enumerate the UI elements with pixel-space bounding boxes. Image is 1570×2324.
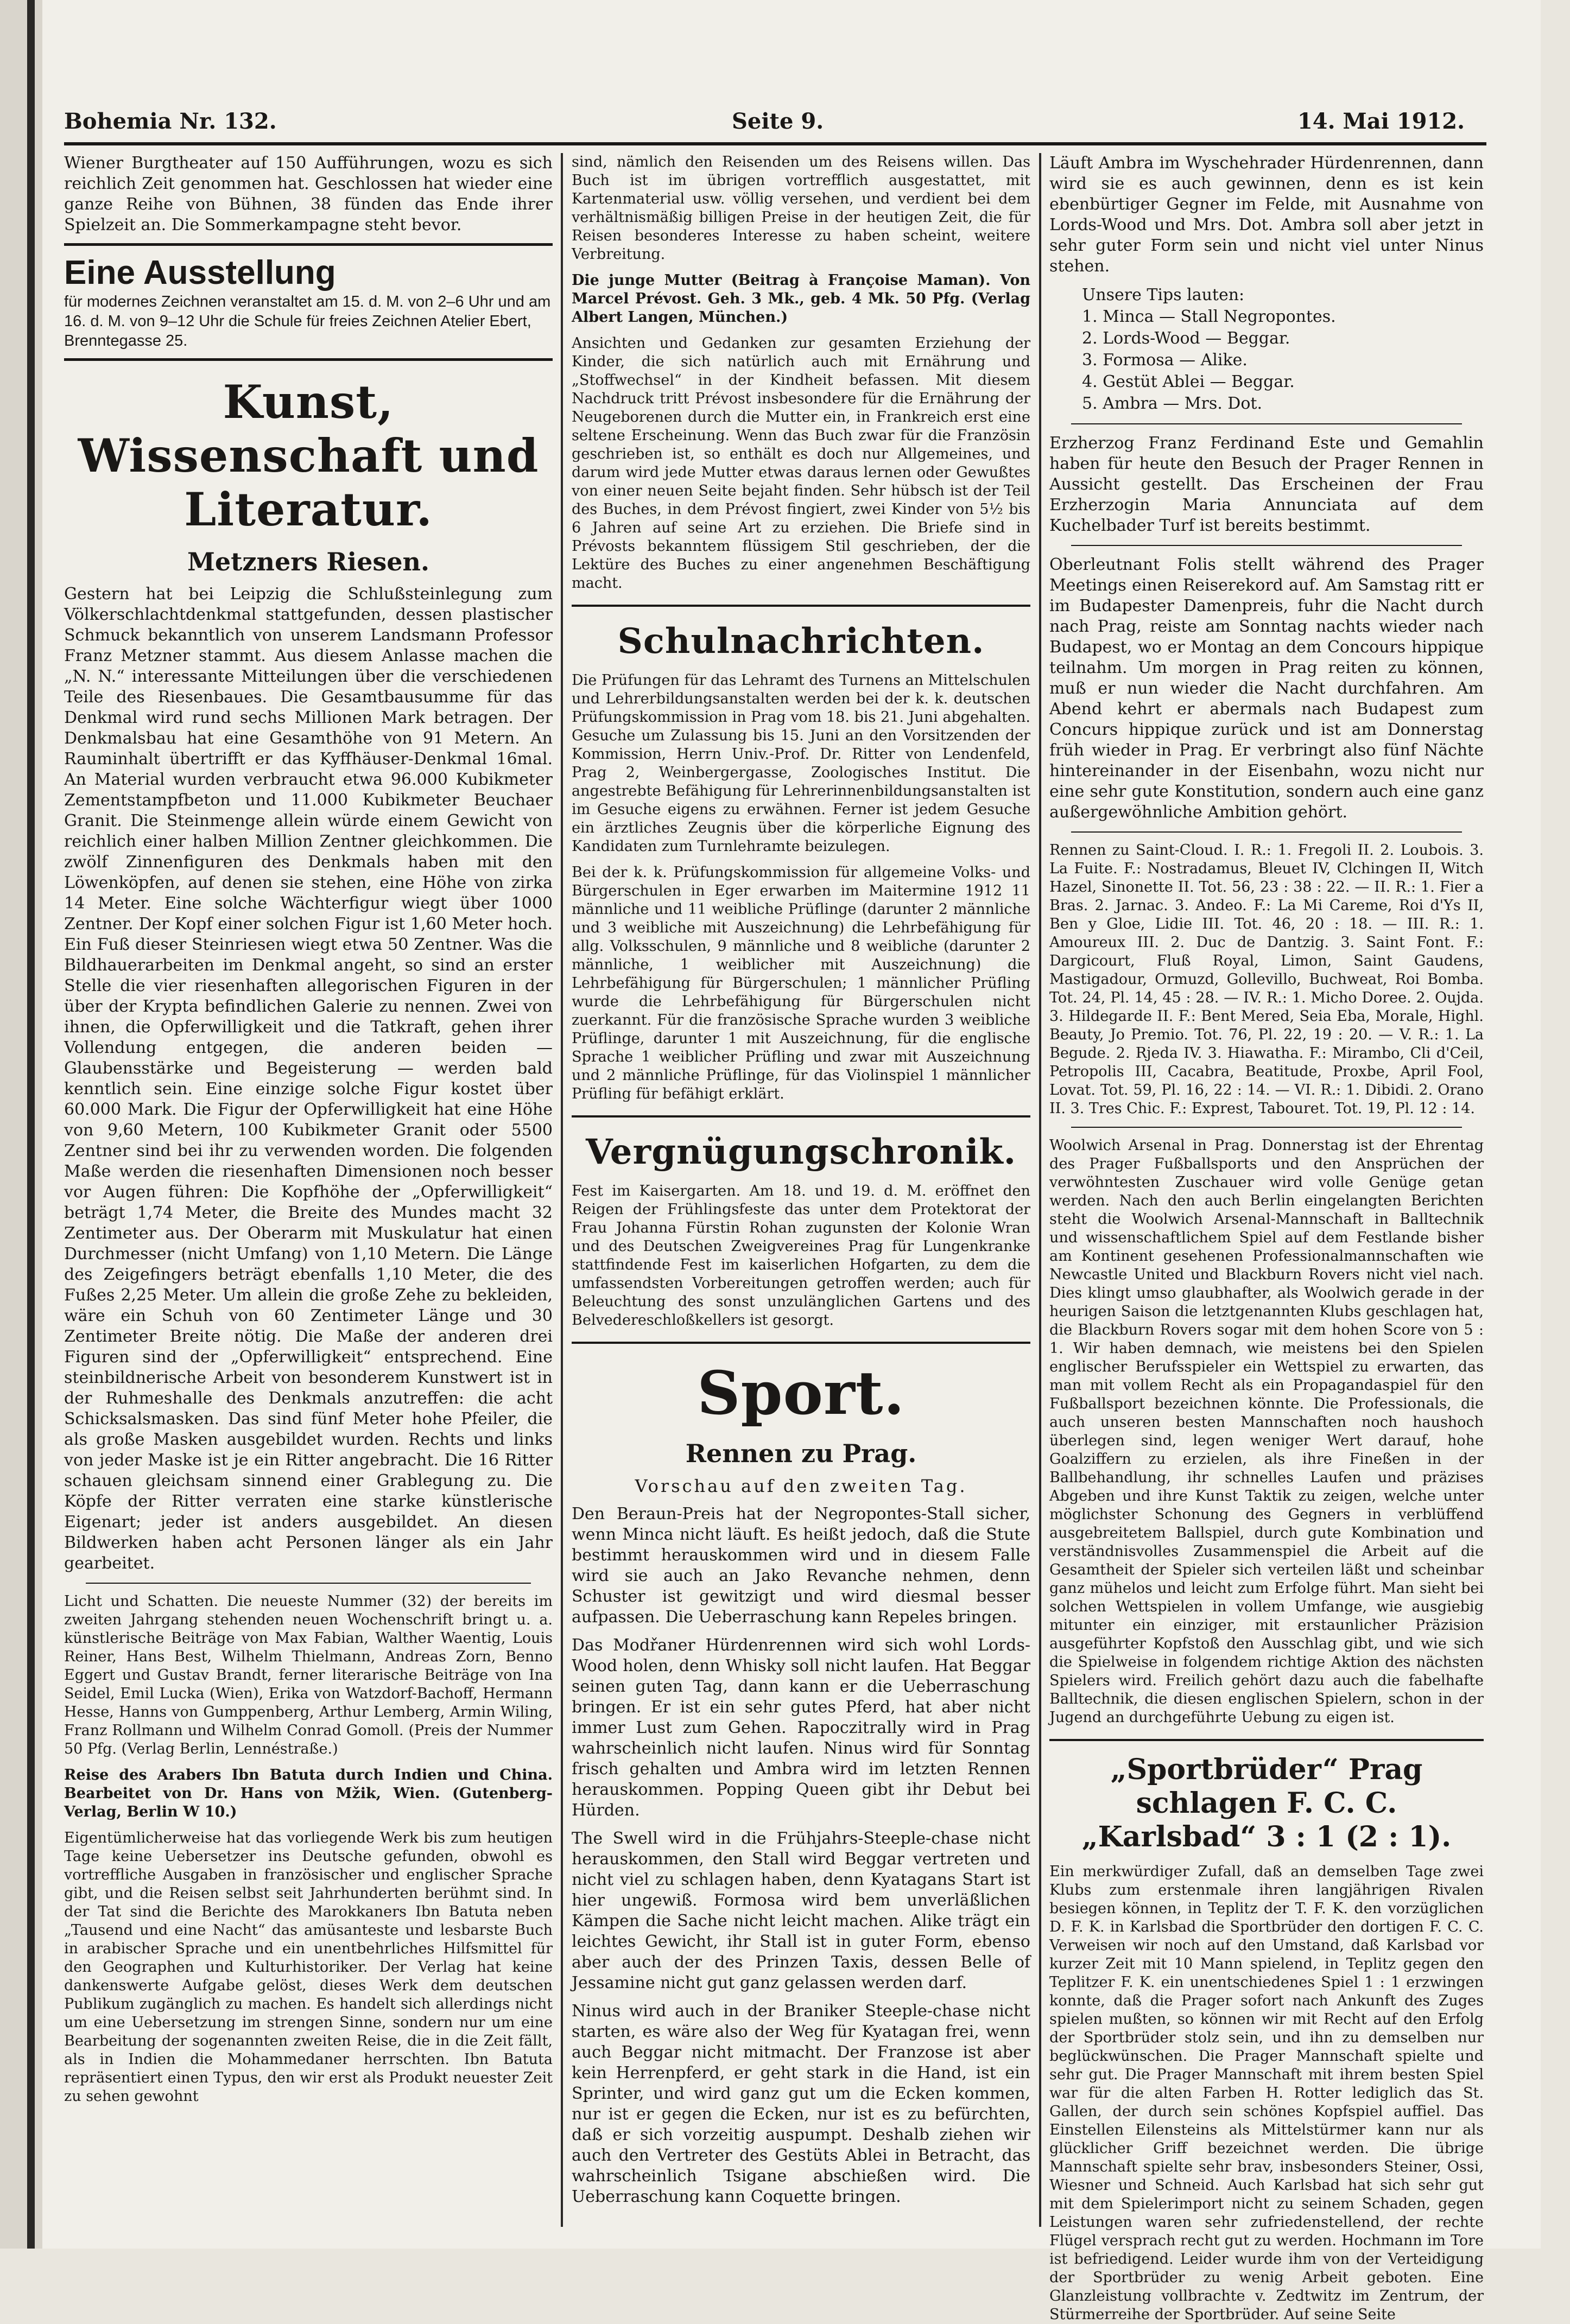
paragraph: Wiener Burgtheater auf 150 Aufführungen, wozu es sich reichlich Zeit genommen hat. Geschlossen hat wieder eine ganze Reihe von Bühnen, 38 fünden das Ende ihrer Spielzeit an. Die Sommerkampagne steht bevor.	[64, 154, 553, 234]
ad-text: für modernes Zeichnen veranstaltet am 15. d. M. von 2–6 Uhr und am 16. d. M. von 9–12 Uhr die Schule für freies Zeichnen Atelier Ebert, Brenntegasse 25.	[64, 293, 551, 350]
paragraph: Ansichten und Gedanken zur gesamten Erziehung der Kinder, die sich natürlich auch mit Ernährung und „Stoffwechsel“ in der Kindheit befassen. Mit diesem Nachdruck tritt Prévost insbesondere für die Ernährung der Neugeborenen durch die Mutter ein, in Frankreich erst eine seltene Erscheinung. Wenn das Buch zwar für die Französin geschrieben ist, so enthält es doch nur Allgemeines, und darum wird jede Mutter etwas daraus lernen oder Gewußtes von einer neuen Seite bejaht finden. Sehr hübsch ist der Teil des Buches, in dem Prévost fingiert, zwei Kinder von 5½ bis 6 Jahren auf seine Art zu erziehen. Die Briefe sind in Prévosts bekanntem flüssigem Stil geschrieben, der die Lektüre des Buches zu einer angenehmen Beschäftigung macht.	[572, 335, 1030, 592]
header-page-number: Seite 9.	[732, 109, 824, 134]
section-title: Vergnügungschronik.	[586, 1132, 1016, 1172]
paragraph: The Swell wird in die Frühjahrs-Steeple-chase nicht herauskommen, den Stall wird Beggar vertreten und nicht viel zu schlagen haben, denn Kyatagans Start ist hier ungewiß. Formosa wird bem unverläßlichen Kämpen die Sache nicht leicht machen. Alike trägt ein leichtes Gewicht, ihr Stall ist in guter Form, ebenso aber auch der des Prinzen Taxis, dessen Belle of Jessamine nicht gut ganz gelassen werden darf.	[572, 1829, 1030, 1992]
column-3	[1049, 153, 1484, 2323]
tip-item: 4. Gestüt Ablei — Beggar.	[1082, 372, 1295, 391]
paragraph: Eigentümlicherweise hat das vorliegende Werk bis zum heutigen Tage keine Uebersetzer ins Deutsche gefunden, obwohl es vortreffliche Ausgaben in französischer und englischer Sprache gibt, und die Reisen selbst seit Jahrhunderten berühmt sind. In der Tat sind die Berichte des Marokkaners Ibn Batuta neben „Tausend und eine Nacht“ das amüsanteste und lesbarste Buch in arabischer Sprache und ein unentbehrliches Hilfsmittel für den Geographen und Kulturhistoriker. Der Verlag hat keine dankenswerte Aufgabe gelöst, dieses Werk dem deutschen Publikum zugänglich zu machen. Es handelt sich allerdings nicht um eine Uebersetzung im strengen Sinne, sondern nur um eine Bearbeitung der sogenannten zweiten Reise, die in die Zeit fällt, als in Indien die Mohammedaner herrschten. Ibn Batuta repräsentiert einen Typus, den wir erst als Produkt neuester Zeit zu sehen gewohnt	[64, 1830, 553, 2105]
header-date: 14. Mai 1912.	[1297, 109, 1465, 134]
paragraph: sind, nämlich den Reisenden um des Reisens willen. Das Buch ist im übrigen vortrefflich ausgestattet, mit Kartenmaterial usw. völlig versehen, und verdient bei dem verhältnismäßig billigen Preise in der heutigen Zeit, die für Reisen besonderes Interesse zu haben scheint, weitere Verbreitung.	[572, 154, 1030, 263]
paragraph: Die Prüfungen für das Lehramt des Turnens an Mittelschulen und Lehrerbildungsanstalten werden bei der k. k. deutschen Prüfungskommission in Prag vom 18. bis 21. Juni abgehalten. Gesuche um Zulassung bis 15. Juni an den Vorsitzenden der Kommission, Herrn Univ.-Prof. Dr. Ritter von Lendenfeld, Prag 2, Weinbergergasse, Zoologisches Institut. Die angestrebte Befähigung für Lehrerinnenbildungsanstalten ist im Gesuche eigens zu erwähnen. Ferner ist jedem Gesuche ein ärztliches Zeugnis über die körperliche Eignung des Kandidaten zum Turnlehramte beizulegen.	[572, 672, 1030, 855]
paragraph: Fest im Kaisergarten. Am 18. und 19. d. M. eröffnet den Reigen der Frühlingsfeste das unter dem Protektorat der Frau Johanna Fürstin Rohan zugunsten der Kolonie Wran und des Deutschen Zweigvereines Prag für Lungenkranke stattfindende Fest im kaiserlichen Hofgarten, zu dem die umfassendsten Vorbereitungen getroffen werden; auch für Beleuchtung des sonst unzulänglichen Gartens und des Belvedereschloßkellers ist gesorgt.	[572, 1183, 1030, 1329]
paragraph: Das Modřaner Hürdenrennen wird sich wohl Lords-Wood holen, denn Whisky soll nicht laufen. Hat Beggar seinen guten Tag, dann kann er die Ueberraschung bringen. Er ist ein sehr gutes Pferd, hat aber nicht immer Lust zum Gehen. Rapoczitrally wird in Prag wahrscheinlich nicht laufen. Ninus wird für Sonntag frisch gehalten und Ambra wird im letzten Rennen herauskommen. Popping Queen gibt ihr Debut bei Hürden.	[572, 1636, 1030, 1820]
divider	[86, 1583, 531, 1584]
ad-title: Eine Ausstellung	[64, 254, 336, 291]
article-title: Rennen zu Prag.	[685, 1439, 917, 1468]
paragraph: Läuft Ambra im Wyschehrader Hürdenrennen, dann wird sie es auch gewinnen, denn es ist kein ebenbürtiger Gegner im Felde, mit Ausnahme von Lords-Wood und Mrs. Dot. Ambra soll aber jetzt in sehr guter Form sein und nicht viel unter Ninus stehen.	[1049, 154, 1484, 276]
page-edge	[0, 0, 42, 2249]
divider	[1071, 1127, 1462, 1128]
divider	[1071, 423, 1462, 424]
divider	[1071, 545, 1462, 546]
column-rule	[561, 153, 563, 2227]
paragraph: Rennen zu Saint-Cloud. I. R.: 1. Fregoli II. 2. Loubois. 3. La Fuite. F.: Nostradamus, Bleuet IV, Clchingen II, Witch Hazel, Sinonette II. Tot. 56, 23 : 38 : 22. — II. R.: 1. Fier a Bras. 2. Jarnac. 3. Andeo. F.: La Mi Careme, Roi d'Ys II, Ben y Gloe, Lidie III. Tot. 46, 20 : 18. — III. R.: 1. Amoureux III. 2. Duc de Dantzig. 3. Saint Font. F.: Dargicourt, Fluß Royal, Limon, Saint Gaudens, Mastigadour, Ormuzd, Gollevillo, Buchweat, Roi Bomba. Tot. 24, Pl. 14, 45 : 28. — IV. R.: 1. Micho Doree. 2. Oujda. 3. Hildegarde II. F.: Bent Mered, Seia Eba, Morale, Highl. Beauty, Jo Premio. Tot. 76, Pl. 22, 19 : 20. — V. R.: 1. La Begude. 2. Rjeda IV. 3. Hiawatha. F.: Mirambo, Cli d'Ceil, Petropolis III, Cacabra, Beatitude, Proxbe, April Fool, Lovat. Tot. 59, Pl. 16, 22 : 14. — VI. R.: 1. Dibidi. 2. Orano II. 3. Tres Chic. F.: Exprest, Tabouret. Tot. 19, Pl. 12 : 14.	[1049, 842, 1484, 1117]
article-headline: „Sportbrüder“ Prag schlagen F. C. C. „Karlsbad“ 3 : 1 (2 : 1).	[1081, 1753, 1452, 1853]
article-subtitle: Vorschau auf den zweiten Tag.	[635, 1476, 967, 1496]
newspaper-page	[42, 0, 1541, 2323]
paragraph: Licht und Schatten. Die neueste Nummer (32) der bereits im zweiten Jahrgang stehenden neuen Wochenschrift bringt u. a. künstlerische Beiträge von Max Fabian, Walther Waentig, Louis Reiner, Hans Best, Wilhelm Thielmann, Andreas Zorn, Benno Eggert und Gustav Brandt, ferner literarische Beiträge von Ina Seidel, Emil Lucka (Wien), Erika von Watzdorf-Bachoff, Hermann Hesse, Hanns von Gumppenberg, Arthur Lemberg, Armin Wiling, Franz Rollmann und Wilhelm Conrad Gomoll. (Preis der Nummer 50 Pfg. (Verlag Berlin, Lennéstraße.)	[64, 1593, 553, 1757]
section-title: Schulnachrichten.	[617, 621, 985, 662]
paragraph: Oberleutnant Folis stellt während des Prager Meetings einen Reiserekord auf. Am Samstag ritt er im Budapester Damenpreis, fuhr die Nacht durch nach Prag, reiste am Sonntag nachts wieder nach Budapest, wo er Montag an dem Concours hippique teilnahm. Um morgen in Prag reiten zu können, muß er nun wieder die Nacht durchfahren. Am Abend kehrt er abermals nach Budapest zum Concurs hippique zurück und ist am Donnerstag früh wieder in Prag. Er verbringt also fünf Nächte hintereinander in der Eisenbahn, wozu nicht nur eine sehr gute Konstitution, sondern auch eine ganz außergewöhnliche Ambition gehört.	[1049, 555, 1484, 822]
article-title: Metzners Riesen.	[187, 547, 429, 576]
paragraph: Ein merkwürdiger Zufall, daß an demselben Tage zwei Klubs zum erstenmale ihren langjährigen Rivalen besiegen können, in Teplitz der T. F. K. den vorzüglichen D. F. K. in Karlsbad die Sportbrüder den dortigen F. C. C. Verweisen wir noch auf den Umstand, daß Karlsbad vor kurzer Zeit mit 10 Mann spielend, in Teplitz gegen den Teplitzer F. K. ein unentschiedenes Spiel 1 : 1 erzwingen konnte, daß die Prager sofort nach Ankunft des Zuges spielen mußten, so können wir mit Recht auf den Erfolg der Sportbrüder stolz sein, und ihn zu demselben nur beglückwünschen. Die Prager Mannschaft spielte und sehr gut. Die Prager Mannschaft mit ihrem besten Spiel war für die alten Farben H. Rotter lediglich das St. Gallen, der durch sein schönes Kopfspiel auffiel. Das Einstellen Eilensteins als Mittelstürmer kann nur als glücklicher Griff bezeichnet werden. Die übrige Mannschaft spielte sehr brav, insbesonders Steiner, Ossi, Wiesner und Schneid. Auch Karlsbad hat sich sehr gut mit dem Spielerimport nicht zu seinem Schaden, gegen Leistungen waren sehr zufriedenstellend, der rechte Flügel versprach recht gut zu werden. Hochmann im Tore ist befriedigend. Leider wurde ihm von der Verteidigung der Sportbrüder zu wenig Arbeit geboten. Eine Glanzleistung vollbrachte v. Zedtwitz im Zentrum, der Stürmerreihe der Sportbrüder. Auf seine Seite	[1049, 1863, 1484, 2323]
tip-item: 5. Ambra — Mrs. Dot.	[1082, 394, 1263, 413]
divider	[572, 605, 1030, 607]
page-header	[64, 103, 1486, 147]
paragraph: Bei der k. k. Prüfungskommission für allgemeine Volks- und Bürgerschulen in Eger erwarben im Maitermine 1912 11 männliche und 11 weibliche Prüflinge (darunter 2 männliche und 3 weibliche mit Auszeichnung) die Lehrbefähigung für allg. Volksschulen, 9 männliche und 8 weibliche (darunter 2 männliche, 1 weiblicher mit Auszeichnung) die Lehrbefähigung für Bürgerschulen; 1 männlicher Prüfling wurde die Lehrbefähigung für Bürgerschulen nicht zuerkannt. Für die französische Sprache wurden 3 weibliche Prüflinge, darunter 1 mit Auszeichnung, für die englische Sprache 1 weiblicher Prüfling und zwar mit Auszeichnung und 2 männliche Prüflinge, für das Violinspiel 1 männlicher Prüfling für befähigt erklärt.	[572, 864, 1030, 1102]
column-1	[64, 153, 553, 2227]
paragraph: Die junge Mutter (Beitrag à Françoise Maman). Von Marcel Prévost. Geh. 3 Mk., geb. 4 Mk. 50 Pfg. (Verlag Albert Langen, München.)	[572, 272, 1030, 326]
divider	[1049, 1739, 1484, 1741]
binding-bar	[27, 0, 35, 2249]
paragraph: Ninus wird auch in der Braniker Steeple-chase nicht starten, es wäre also der Weg für Kyatagan frei, wenn auch Beggar nicht mitmacht. Der Franzose ist aber kein Herrenpferd, er geht stark in die Hand, ist ein Sprinter, und wird ganz gut um die Ecken kommen, nur ist er gegen die Ecken, nur ist es zu befürchten, daß er sich vorzeitig auspumpt. Deshalb ziehen wir auch den Vertreter des Gestüts Ablei in Betracht, das wahrscheinlich Tsigane abschießen wird. Die Ueberraschung kann Coquette bringen.	[572, 2002, 1030, 2206]
section-title: Sport.	[697, 1358, 905, 1428]
tip-item: 3. Formosa — Alike.	[1082, 351, 1248, 370]
tips-label: Unsere Tips lauten:	[1082, 285, 1245, 304]
advertisement	[64, 243, 553, 361]
header-rule	[64, 142, 1486, 145]
tip-item: 2. Lords-Wood — Beggar.	[1082, 329, 1290, 348]
column-2	[572, 153, 1030, 2227]
paragraph: Gestern hat bei Leipzig die Schlußsteinlegung zum Völkerschlachtdenkmal stattgefunden, dessen plastischer Schmuck bekanntlich von unserem Landsmann Professor Franz Metzner stammt. Aus diesem Anlasse machen die „N. N.“ interessante Mitteilungen über die verschiedenen Teile des Riesenbaues. Die Gesamtbausumme für das Denkmal wird rund sechs Millionen Mark betragen. Der Denkmalsbau hat eine Gesamthöhe von 91 Metern. An Rauminhalt übertrifft er das Kyffhäuser-Denkmal 16mal. An Material wurden verbraucht etwa 96.000 Kubikmeter Zementstampfbeton und 11.000 Kubikmeter Beuchaer Granit. Die Steinmenge allein würde einem Gewicht von reichlich einer halben Million Zentner gleichkommen. Die zwölf Zinnenfiguren des Denkmals haben mit den Löwenköpfen, auf denen sie stehen, eine Höhe von zirka 14 Meter. Eine solche Wächterfigur wiegt über 1000 Zentner. Der Kopf einer solchen Figur ist 1,60 Meter hoch. Ein Fuß dieser Steinriesen wiegt etwa 50 Zentner. Was die Bildhauerarbeiten im Denkmal angeht, so sind an erster Stelle die vier riesenhaften allegorischen Figuren in der über der Krypta befindlichen Galerie zu nennen. Zwei von ihnen, die Opferwilligkeit und die Tatkraft, gehen ihrer Vollendung entgegen, die anderen beiden — Glaubensstärke und Begeisterung — werden bald kenntlich sein. Eine einzige solche Figur kostet über 60.000 Mark. Die Figur der Opferwilligkeit hat eine Höhe von 9,60 Metern, 100 Kubikmeter Granit oder 5500 Zentner sind bei ihr zu verwenden worden. Die folgenden Maße werden die riesenhaften Dimensionen noch besser vor Augen führen: Die Kopfhöhe der „Opferwilligkeit“ beträgt 1,74 Meter, die Breite des Mundes macht 32 Zentimeter aus. Der Oberarm mit Muskulatur hat einen Durchmesser (nicht Umfang) von 1,10 Metern. Die Länge des Zeigefingers beträgt ebenfalls 1,10 Meter, die des Fußes 2,25 Meter. Um allein die große Zehe zu bekleiden, wäre ein Schuh von 60 Zentimeter Länge und 30 Zentimeter Breite nötig. Die Maße der anderen drei Figuren sind der „Opferwilligkeit“ entsprechend. Eine steinbildnerische Arbeit von besonderem Kunstwert ist in der Ruhmeshalle des Denkmals anzutreffen: die acht Schicksalsmasken. Das sind fünf Meter hohe Pfeiler, die als große Masken ausgebildet wurden. Rechts und links von jeder Maske ist je ein Ritter angebracht. Die 16 Ritter schauen gleichsam sinnend einer Grablegung zu. Die Köpfe der Ritter verraten eine starke künstlerische Eigenart; jeder ist anders ausgebildet. An diesen Bildwerken haben acht Personen länger als ein Jahr gearbeitet.	[64, 585, 553, 1573]
divider	[1071, 831, 1462, 833]
tip-item: 1. Minca — Stall Negropontes.	[1082, 307, 1336, 326]
header-issue: Bohemia Nr. 132.	[64, 109, 277, 134]
paragraph: Reise des Arabers Ibn Batuta durch Indien und China. Bearbeitet von Dr. Hans von Mžik, Wien. (Gutenberg-Verlag, Berlin W 10.)	[64, 1767, 553, 1820]
column-rule	[1039, 153, 1041, 2227]
divider	[572, 1115, 1030, 1117]
paragraph: Den Beraun-Preis hat der Negropontes-Stall sicher, wenn Minca nicht läuft. Es heißt jedoch, daß die Stute bestimmt herauskommen wird und in diesem Falle wird sie auch an Jako Revanche nehmen, denn Schuster ist gewitzigt und wird diesmal besser aufpassen. Die Ueberraschung kann Repeles bringen.	[572, 1504, 1030, 1627]
section-title: Kunst, Wissenschaft und Literatur.	[78, 375, 539, 536]
paragraph: Woolwich Arsenal in Prag. Donnerstag ist der Ehrentag des Prager Fußballsports und den Ansprüchen der verwöhntesten Zuschauer wird volle Genüge getan werden. Nach den auch Berlin eingelangten Berichten steht die Woolwich Arsenal-Mannschaft in Balltechnik und wissenschaftlichem Spiel auf dem Festlande bisher am Kontinent gesehenen Professionalmannschaften wie Newcastle United und Blackburn Rovers nicht viel nach. Dies klingt umso glaubhafter, als Woolwich gerade in der heurigen Saison die letztgenannten Klubs geschlagen hat, die Blackburn Rovers sogar mit dem hohen Score von 5 : 1. Wir haben demnach, wie meistens bei den Spielen englischer Berufsspieler ein Wettspiel zu erwarten, das man mit vollem Recht als ein Propagandaspiel für den Fußballsport bezeichnen könnte. Die Professionals, die auch unseren besten Mannschaften noch haushoch überlegen sind, legen weniger Wert darauf, hohe Goalziffern zu erzielen, als ihre Fineßen in der Ballbehandlung, ihr schnelles Laufen und präzises Abgeben und ihre Kunst Taktik zu zeigen, welche unter möglichster Schonung des Gegners in verblüffend ausgebreitetem Ballspiel, durch gute Kombination und verständnisvolles Zusammenspiel die Arbeit auf die Gesamtheit der Spieler sich verteilen läßt und scheinbar ganz mühelos und leicht zum Erfolge führt. Man sieht bei solchen Wettspielen in vollem Umfange, wie ausgiebig mitunter ein einziger, mit erstaunlicher Präzision ausgeführter Kopfstoß den Ausschlag gibt, und wie sich die Spielweise in folgendem richtige Aktion des nächsten Spielers wird. Freilich gehört dazu auch die fabelhafte Balltechnik, die diesen englischen Spielern, schon in der Jugend an durchgeführte Uebung zu eigen ist.	[1049, 1137, 1484, 1726]
tips-list	[1049, 284, 1484, 415]
paragraph: Erzherzog Franz Ferdinand Este und Gemahlin haben für heute den Besuch der Prager Rennen in Aussicht gestellt. Das Erscheinen der Frau Erzherzogin Maria Annunciata auf dem Kuchelbader Turf ist bereits bestimmt.	[1049, 434, 1484, 535]
divider	[572, 1342, 1030, 1344]
